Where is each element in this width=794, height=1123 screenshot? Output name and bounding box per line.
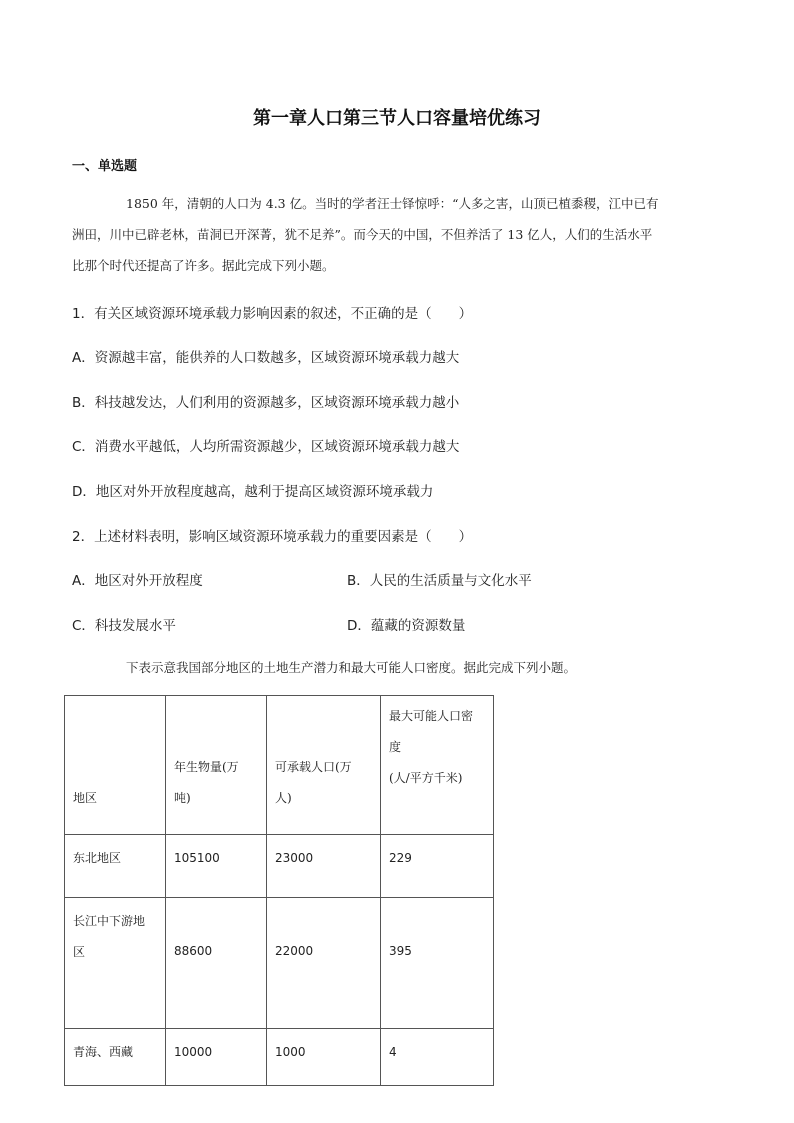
cell-biomass: 10000 (166, 1029, 267, 1086)
passage-2-line-1: 下表示意我国部分地区的土地生产潜力和最大可能人口密度。据此完成下列小题。 (126, 660, 577, 675)
question-1-option-d: D．地区对外开放程度越高，越利于提高区域资源环境承载力 (72, 484, 434, 500)
header-capacity: 可承载人口(万 人) (267, 696, 381, 835)
question-1-option-a: A．资源越丰富，能供养的人口数越多，区域资源环境承载力越大 (72, 350, 460, 366)
table-row (65, 835, 494, 898)
table-row (65, 1029, 494, 1086)
cell-biomass: 88600 (166, 898, 267, 1029)
header-biomass: 年生物量(万 吨) (166, 696, 267, 835)
cell-region: 东北地区 (65, 835, 166, 898)
question-2-option-b: B．人民的生活质量与文化水平 (347, 573, 532, 589)
cell-capacity: 23000 (267, 835, 381, 898)
header-region: 地区 (65, 696, 166, 835)
question-2-option-a: A．地区对外开放程度 (72, 573, 203, 589)
table-row (65, 898, 494, 1029)
passage-1-line-3: 比那个时代还提高了许多。据此完成下列小题。 (72, 258, 335, 273)
question-1-option-c: C．消费水平越低，人均所需资源越少，区域资源环境承载力越大 (72, 439, 460, 455)
passage-2 (72, 652, 722, 683)
header-density: 最大可能人口密 度 (人/平方千米) (381, 696, 494, 835)
passage-1-line-1: 1850 年，清朝的人口为 4.3 亿。当时的学者汪士铎惊呼：“人多之害，山顶已植黍稷，江中已有 (126, 196, 659, 211)
section-heading: 一、单选题 (72, 159, 138, 174)
data-table (64, 695, 494, 1086)
cell-biomass: 105100 (166, 835, 267, 898)
passage-1-line-2: 洲田，川中已辟老林，苗洞已开深菁，犹不足养”。而今天的中国，不但养活了 13 亿人，人们的生活水平 (72, 227, 653, 242)
question-2-stem: 2．上述材料表明，影响区域资源环境承载力的重要因素是（ ） (72, 529, 473, 545)
cell-capacity: 1000 (267, 1029, 381, 1086)
page-title: 第一章人口第三节人口容量培优练习 (253, 108, 541, 129)
cell-capacity: 22000 (267, 898, 381, 1029)
cell-region: 长江中下游地 区 (65, 898, 166, 1029)
cell-density: 229 (381, 835, 494, 898)
cell-density: 4 (381, 1029, 494, 1086)
cell-density: 395 (381, 898, 494, 1029)
question-1-option-b: B．科技越发达，人们利用的资源越多，区域资源环境承载力越小 (72, 395, 460, 411)
question-2-option-d: D．蕴藏的资源数量 (347, 618, 466, 634)
table-header-row (65, 696, 494, 835)
passage-1 (72, 188, 722, 281)
cell-region: 青海、西藏 (65, 1029, 166, 1086)
question-1-stem: 1．有关区域资源环境承载力影响因素的叙述，不正确的是（ ） (72, 306, 473, 322)
question-2-option-c: C．科技发展水平 (72, 618, 176, 634)
